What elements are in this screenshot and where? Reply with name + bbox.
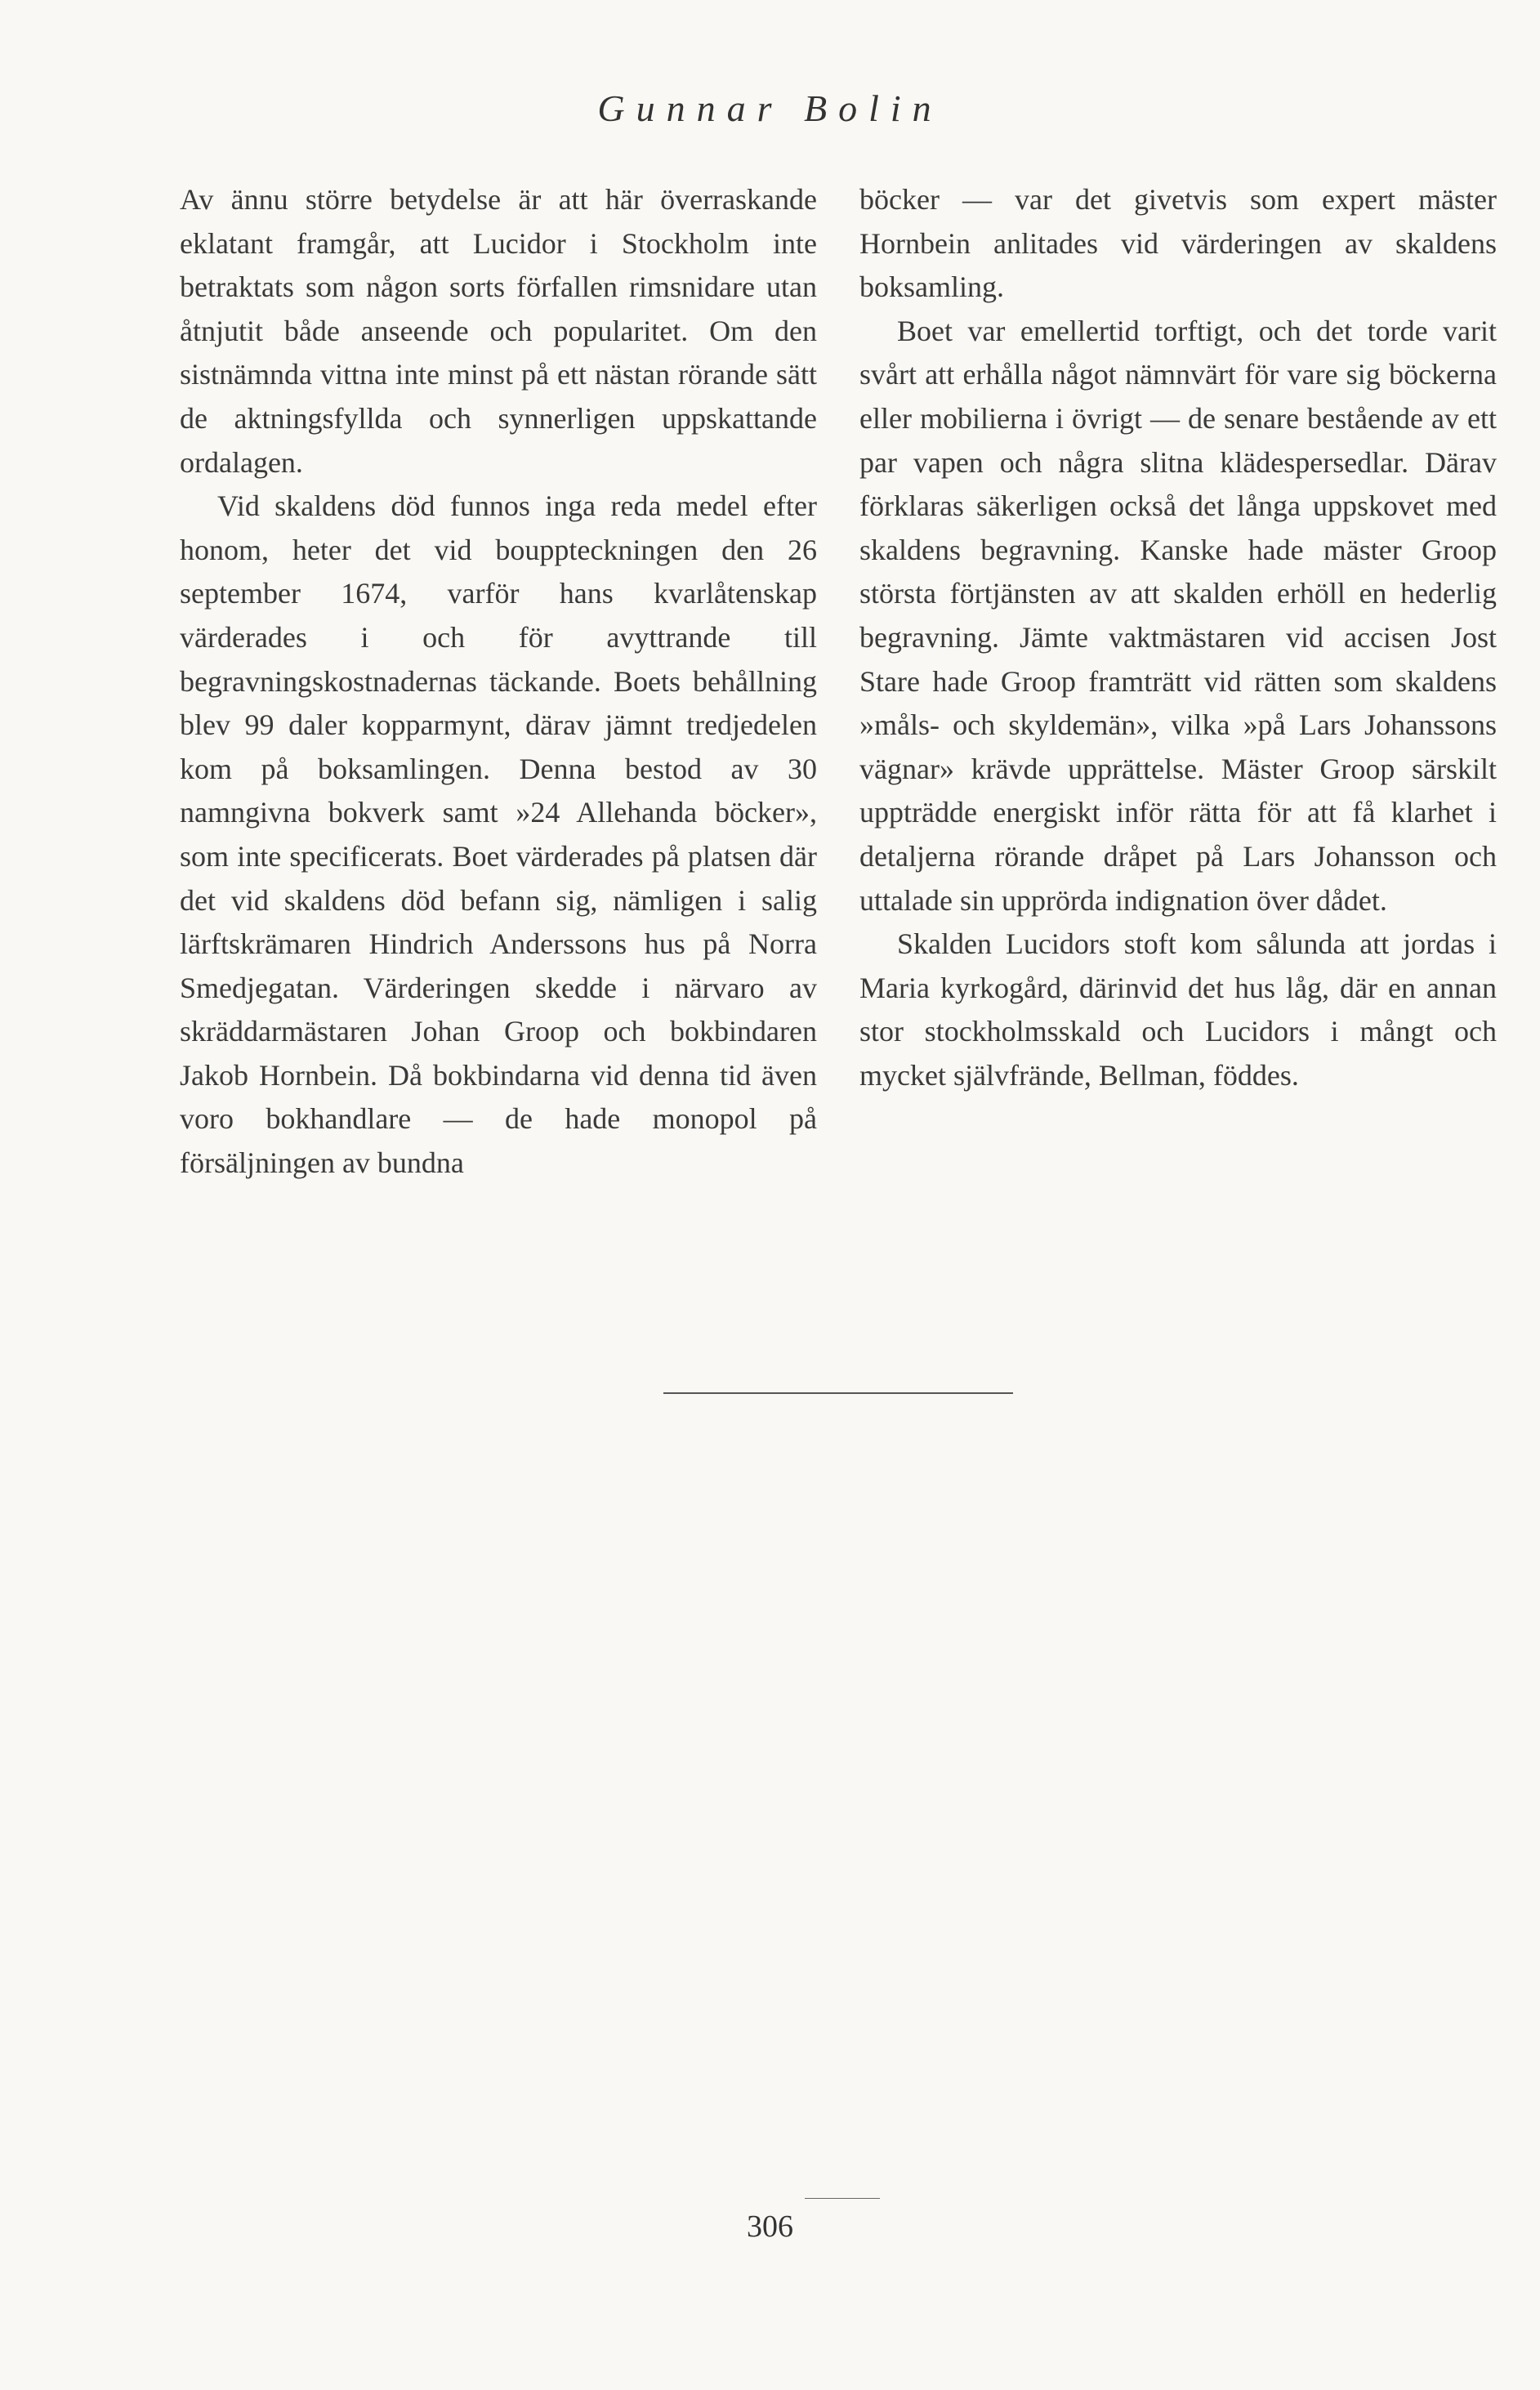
page-number: 306 bbox=[747, 2209, 793, 2244]
paragraph: Skalden Lucidors stoft kom sålunda att jordas i Maria kyrkogård, därinvid det hus låg, där en annan stor stockholmsskald och Lucidors i mångt och mycket självfrände, Bellman, föddes. bbox=[859, 927, 1497, 1092]
paragraph: Boet var emellertid torftigt, och det torde varit svårt att erhålla något nämnvärt för vare sig böckerna eller mobilierna i övrigt — de senare bestående av ett par vapen och några slitna klädespersedlar. Därav förklaras säkerligen också det långa uppskovet med skaldens begravning. Kanske hade mäster Groop största förtjänsten av att skalden erhöll en hederlig begravning. Jämte vaktmästaren vid accisen Jost Stare hade Groop framträtt vid rätten som skaldens »måls- och skyldemän», vilka »på Lars Johanssons vägnar» krävde upprättelse. Mäster Groop särskilt uppträdde energiskt inför rätta för att få klarhet i detaljerna rörande dråpet på Lars Johansson och uttalade sin upprörda indignation över dådet. bbox=[859, 314, 1497, 917]
left-column bbox=[180, 178, 817, 1186]
section-end-rule bbox=[663, 1392, 1013, 1394]
running-title: Gunnar Bolin bbox=[597, 87, 943, 129]
right-column bbox=[859, 178, 1497, 1097]
paragraph: Vid skaldens död funnos inga reda medel efter honom, heter det vid bouppteckningen den 26 september 1674, varför hans kvarlåtenskap värderades i och för avyttrande till begravningskostnadernas täckande. Boets behållning blev 99 daler kopparmynt, därav jämnt tredjedelen kom på boksamlingen. Denna bestod av 30 namngivna bokverk samt »24 Allehanda böcker», som inte specificerats. Boet värderades på platsen där det vid skaldens död befann sig, nämligen i salig lärftskrämaren Hindrich Anderssons hus på Norra Smedjegatan. Värderingen skedde i närvaro av skräddarmästaren Johan Groop och bokbindaren Jakob Hornbein. Då bokbindarna vid denna tid även voro bokhandlare — de hade monopol på försäljningen av bundna bbox=[180, 489, 817, 1180]
paragraph: Av ännu större betydelse är att här överraskande eklatant framgår, att Lucidor i Stockholm inte betraktats som någon sorts förfallen rimsnidare utan åtnjutit både anseende och popularitet. Om den sistnämnda vittna inte minst på ett nästan rörande sätt de aktningsfyllda och synnerligen uppskattande ordalagen. bbox=[180, 183, 817, 479]
page-number-rule bbox=[805, 2198, 880, 2199]
paragraph-continuation: böcker — var det givetvis som expert mäster Hornbein anlitades vid värderingen av skaldens boksamling. bbox=[859, 183, 1497, 304]
